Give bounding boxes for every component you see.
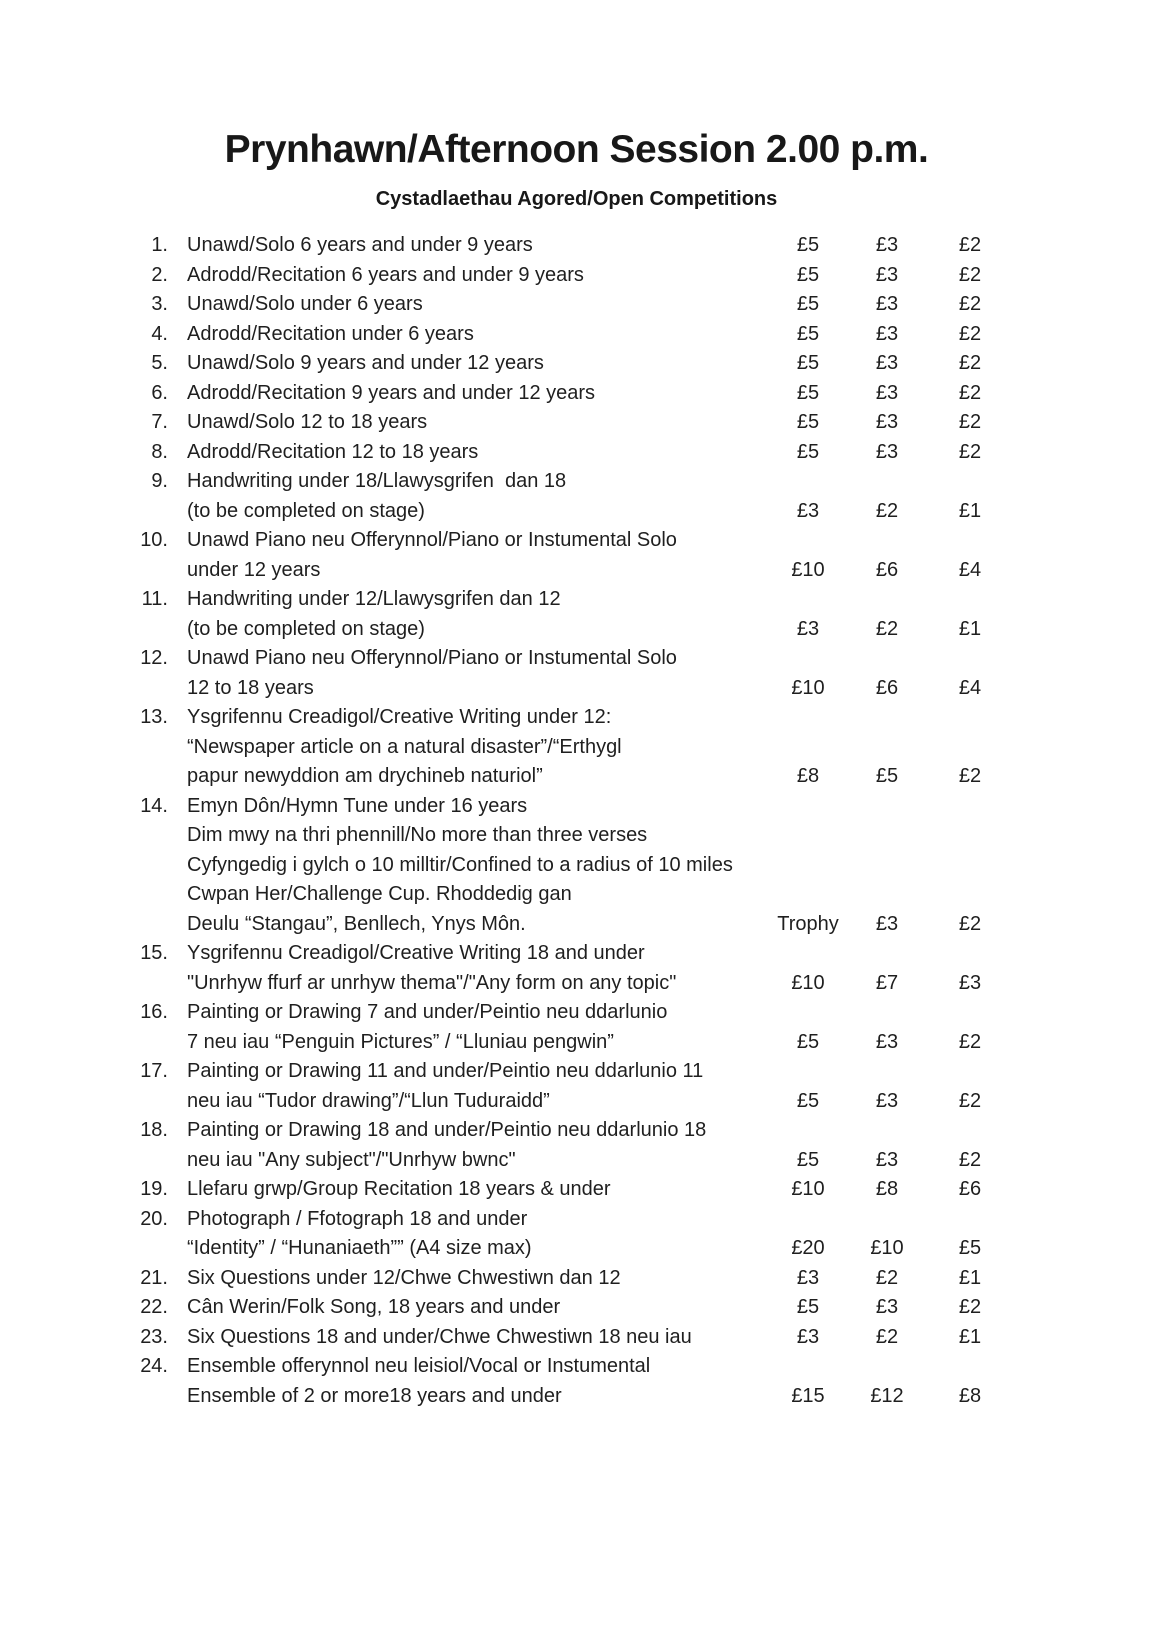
item-number: 1. bbox=[151, 234, 168, 256]
item-number: 22. bbox=[140, 1296, 168, 1318]
item-text: Unawd Piano neu Offerynnol/Piano or Instumental Solo bbox=[187, 529, 677, 551]
item-text: Adrodd/Recitation under 6 years bbox=[187, 322, 474, 345]
prize-second: £6 bbox=[875, 558, 899, 581]
prize-second: £3 bbox=[875, 293, 899, 315]
prize-second: £8 bbox=[875, 1178, 899, 1200]
competition-line bbox=[118, 733, 1014, 763]
prize-first: £5 bbox=[796, 293, 820, 315]
competition-line bbox=[118, 467, 1014, 497]
prize-second: £3 bbox=[875, 1296, 899, 1318]
competition-line bbox=[118, 1234, 1014, 1264]
prize-second: £5 bbox=[875, 765, 899, 787]
competition-line bbox=[118, 762, 1014, 792]
item-text: (to be completed on stage) bbox=[187, 617, 425, 640]
item-text: Handwriting under 18/Llawysgrifen dan 18 bbox=[187, 470, 567, 492]
item-text: 7 neu iau “Penguin Pictures” / “Lluniau pengwin” bbox=[187, 1030, 614, 1053]
prize-first: £5 bbox=[796, 1296, 820, 1318]
competition-line bbox=[118, 1205, 1014, 1235]
item-text: Ensemble offerynnol neu leisiol/Vocal or Instumental bbox=[187, 1355, 651, 1377]
competition-line bbox=[118, 939, 1014, 969]
item-number: 12. bbox=[140, 647, 168, 669]
item-text: Six Questions 18 and under/Chwe Chwestiwn 18 neu iau bbox=[187, 1325, 692, 1348]
prize-third: £2 bbox=[958, 381, 982, 404]
item-text: Ysgrifennu Creadigol/Creative Writing 18 and under bbox=[187, 942, 645, 964]
item-text: “Identity” / “Hunaniaeth”” (A4 size max) bbox=[187, 1237, 532, 1259]
prize-second: £3 bbox=[875, 1148, 899, 1171]
prize-first: £10 bbox=[791, 971, 825, 994]
competition-line bbox=[118, 408, 1014, 438]
competition-line bbox=[118, 1146, 1014, 1176]
prize-second: £2 bbox=[875, 499, 899, 522]
page-subtitle: Cystadlaethau Agored/Open Competitions bbox=[375, 188, 778, 210]
competition-line bbox=[118, 910, 1014, 940]
prize-first: £5 bbox=[796, 440, 820, 463]
item-text: Adrodd/Recitation 6 years and under 9 years bbox=[187, 263, 584, 286]
item-text: Painting or Drawing 11 and under/Peintio neu ddarlunio 11 bbox=[187, 1060, 704, 1082]
item-text: papur newyddion am drychineb naturiol” bbox=[187, 765, 543, 787]
prize-first: £5 bbox=[796, 1148, 820, 1171]
prize-third: £4 bbox=[958, 676, 982, 699]
competition-line bbox=[118, 703, 1014, 733]
prize-first: £3 bbox=[796, 1325, 820, 1348]
competition-line bbox=[118, 792, 1014, 822]
item-number: 7. bbox=[151, 411, 168, 433]
competition-line bbox=[118, 261, 1014, 291]
item-number: 5. bbox=[151, 352, 168, 374]
item-number: 6. bbox=[151, 381, 168, 404]
item-number: 11. bbox=[141, 588, 168, 610]
competition-line bbox=[118, 349, 1014, 379]
prize-second: £6 bbox=[875, 676, 899, 699]
prize-first: £5 bbox=[796, 322, 820, 345]
item-text: Deulu “Stangau”, Benllech, Ynys Môn. bbox=[187, 912, 526, 935]
competition-line bbox=[118, 1382, 1014, 1412]
competition-line bbox=[118, 998, 1014, 1028]
prize-first: £5 bbox=[796, 381, 820, 404]
competition-line bbox=[118, 1352, 1014, 1382]
item-number: 8. bbox=[151, 440, 168, 463]
competition-line bbox=[118, 674, 1014, 704]
item-text: Cân Werin/Folk Song, 18 years and under bbox=[187, 1296, 561, 1318]
prize-second: £3 bbox=[875, 411, 899, 433]
prize-second: £3 bbox=[875, 352, 899, 374]
prize-third: £2 bbox=[958, 1148, 982, 1171]
prize-third: £1 bbox=[958, 1325, 982, 1348]
prize-third: £2 bbox=[958, 765, 982, 787]
prize-third: £2 bbox=[958, 263, 982, 286]
item-text: Six Questions under 12/Chwe Chwestiwn dan 12 bbox=[187, 1266, 621, 1289]
item-number: 23. bbox=[140, 1325, 168, 1348]
competition-line bbox=[118, 1116, 1014, 1146]
item-text: Photograph / Ffotograph 18 and under bbox=[187, 1207, 528, 1230]
item-text: Unawd/Solo 6 years and under 9 years bbox=[187, 234, 533, 256]
item-text: Painting or Drawing 7 and under/Peintio neu ddarlunio bbox=[187, 1001, 668, 1023]
prize-second: £3 bbox=[875, 440, 899, 463]
prize-third: £2 bbox=[958, 234, 982, 256]
item-text: Ysgrifennu Creadigol/Creative Writing under 12: bbox=[187, 706, 612, 728]
competition-line bbox=[118, 1028, 1014, 1058]
item-number: 21. bbox=[140, 1266, 168, 1289]
prize-first: £15 bbox=[791, 1384, 825, 1407]
prize-third: £6 bbox=[958, 1178, 982, 1200]
prize-second: £2 bbox=[875, 1266, 899, 1289]
item-text: Unawd Piano neu Offerynnol/Piano or Instumental Solo bbox=[187, 647, 677, 669]
competition-line bbox=[118, 1057, 1014, 1087]
prize-first: £3 bbox=[796, 617, 820, 640]
prize-second: £12 bbox=[870, 1384, 904, 1407]
prize-first: £3 bbox=[796, 499, 820, 522]
prize-second: £10 bbox=[870, 1237, 904, 1259]
prize-first: £5 bbox=[796, 263, 820, 286]
competition-line bbox=[118, 880, 1014, 910]
competition-line bbox=[118, 320, 1014, 350]
item-number: 16. bbox=[140, 1001, 168, 1023]
page-title: Prynhawn/Afternoon Session 2.00 p.m. bbox=[224, 128, 929, 171]
competition-line bbox=[118, 556, 1014, 586]
competition-line bbox=[118, 231, 1014, 261]
item-number: 14. bbox=[140, 794, 168, 817]
item-text: Cwpan Her/Challenge Cup. Rhoddedig gan bbox=[187, 883, 572, 905]
prize-second: £3 bbox=[875, 234, 899, 256]
item-number: 24. bbox=[140, 1355, 168, 1377]
prize-second: £3 bbox=[875, 912, 899, 935]
item-number: 9. bbox=[151, 470, 168, 492]
prize-first: £5 bbox=[796, 352, 820, 374]
prize-second: £7 bbox=[875, 971, 899, 994]
competition-line bbox=[118, 290, 1014, 320]
competition-line bbox=[118, 526, 1014, 556]
prize-third: £2 bbox=[958, 912, 982, 935]
item-text: Cyfyngedig i gylch o 10 milltir/Confined to a radius of 10 miles bbox=[187, 853, 733, 876]
prize-first: £5 bbox=[796, 234, 820, 256]
prize-first: £20 bbox=[791, 1237, 825, 1259]
item-text: under 12 years bbox=[187, 558, 321, 581]
prize-third: £1 bbox=[958, 1266, 982, 1289]
competition-line bbox=[118, 1087, 1014, 1117]
item-number: 3. bbox=[151, 293, 168, 315]
prize-first: £5 bbox=[796, 1089, 820, 1112]
item-text: Llefaru grwp/Group Recitation 18 years & under bbox=[187, 1178, 611, 1200]
competition-line bbox=[118, 438, 1014, 468]
prize-first: £8 bbox=[796, 765, 820, 787]
item-text: Emyn Dôn/Hymn Tune under 16 years bbox=[187, 794, 528, 817]
item-number: 17. bbox=[140, 1060, 168, 1082]
competition-line bbox=[118, 644, 1014, 674]
item-text: Unawd/Solo under 6 years bbox=[187, 293, 423, 315]
prize-first: £5 bbox=[796, 1030, 820, 1053]
item-text: “Newspaper article on a natural disaster”/“Erthygl bbox=[187, 735, 622, 758]
competition-line bbox=[118, 379, 1014, 409]
item-number: 20. bbox=[140, 1207, 168, 1230]
prize-second: £3 bbox=[875, 263, 899, 286]
item-text: neu iau “Tudor drawing”/“Llun Tuduraidd” bbox=[187, 1089, 550, 1112]
prize-third: £1 bbox=[958, 499, 982, 522]
competition-line bbox=[118, 615, 1014, 645]
prize-second: £3 bbox=[875, 381, 899, 404]
prize-third: £2 bbox=[958, 293, 982, 315]
item-text: Handwriting under 12/Llawysgrifen dan 12 bbox=[187, 588, 561, 610]
prize-first: £10 bbox=[791, 1178, 825, 1200]
competition-line bbox=[118, 1175, 1014, 1205]
item-text: Unawd/Solo 12 to 18 years bbox=[187, 411, 428, 433]
prize-first: Trophy bbox=[777, 912, 839, 935]
prize-third: £2 bbox=[958, 440, 982, 463]
item-number: 2. bbox=[151, 263, 168, 286]
item-text: Adrodd/Recitation 9 years and under 12 years bbox=[187, 381, 596, 404]
prize-third: £2 bbox=[958, 352, 982, 374]
item-text: Ensemble of 2 or more18 years and under bbox=[187, 1384, 562, 1407]
item-number: 4. bbox=[151, 322, 168, 345]
prize-second: £3 bbox=[875, 1030, 899, 1053]
prize-second: £3 bbox=[875, 322, 899, 345]
prize-first: £3 bbox=[796, 1266, 820, 1289]
competition-line bbox=[118, 1264, 1014, 1294]
item-number: 19. bbox=[140, 1178, 168, 1200]
prize-first: £10 bbox=[791, 558, 825, 581]
competition-line bbox=[118, 497, 1014, 527]
prize-second: £2 bbox=[875, 617, 899, 640]
prize-third: £5 bbox=[958, 1237, 982, 1259]
competition-line bbox=[118, 969, 1014, 999]
prize-first: £10 bbox=[791, 676, 825, 699]
item-text: "Unrhyw ffurf ar unrhyw thema"/"Any form on any topic" bbox=[187, 971, 677, 994]
competition-line bbox=[118, 585, 1014, 615]
prize-third: £2 bbox=[958, 1296, 982, 1318]
prize-second: £3 bbox=[875, 1089, 899, 1112]
prize-third: £8 bbox=[958, 1384, 982, 1407]
prize-first: £5 bbox=[796, 411, 820, 433]
competition-list bbox=[118, 231, 1014, 1411]
prize-third: £4 bbox=[958, 558, 982, 581]
item-number: 10. bbox=[140, 529, 168, 551]
item-text: Dim mwy na thri phennill/No more than three verses bbox=[187, 824, 648, 846]
prize-third: £2 bbox=[958, 1030, 982, 1053]
item-text: neu iau "Any subject"/"Unrhyw bwnc" bbox=[187, 1148, 516, 1171]
competition-line bbox=[118, 1293, 1014, 1323]
prize-third: £3 bbox=[958, 971, 982, 994]
competition-line bbox=[118, 851, 1014, 881]
item-text: 12 to 18 years bbox=[187, 676, 314, 699]
item-number: 15. bbox=[140, 942, 168, 964]
item-text: Unawd/Solo 9 years and under 12 years bbox=[187, 352, 544, 374]
competition-line bbox=[118, 1323, 1014, 1353]
prize-third: £2 bbox=[958, 1089, 982, 1112]
prize-second: £2 bbox=[875, 1325, 899, 1348]
prize-third: £1 bbox=[958, 617, 982, 640]
item-number: 18. bbox=[140, 1119, 168, 1141]
competition-line bbox=[118, 821, 1014, 851]
item-number: 13. bbox=[140, 706, 168, 728]
item-text: Painting or Drawing 18 and under/Peintio neu ddarlunio 18 bbox=[187, 1119, 707, 1141]
prize-third: £2 bbox=[958, 322, 982, 345]
prize-third: £2 bbox=[958, 411, 982, 433]
item-text: (to be completed on stage) bbox=[187, 499, 425, 522]
item-text: Adrodd/Recitation 12 to 18 years bbox=[187, 440, 479, 463]
